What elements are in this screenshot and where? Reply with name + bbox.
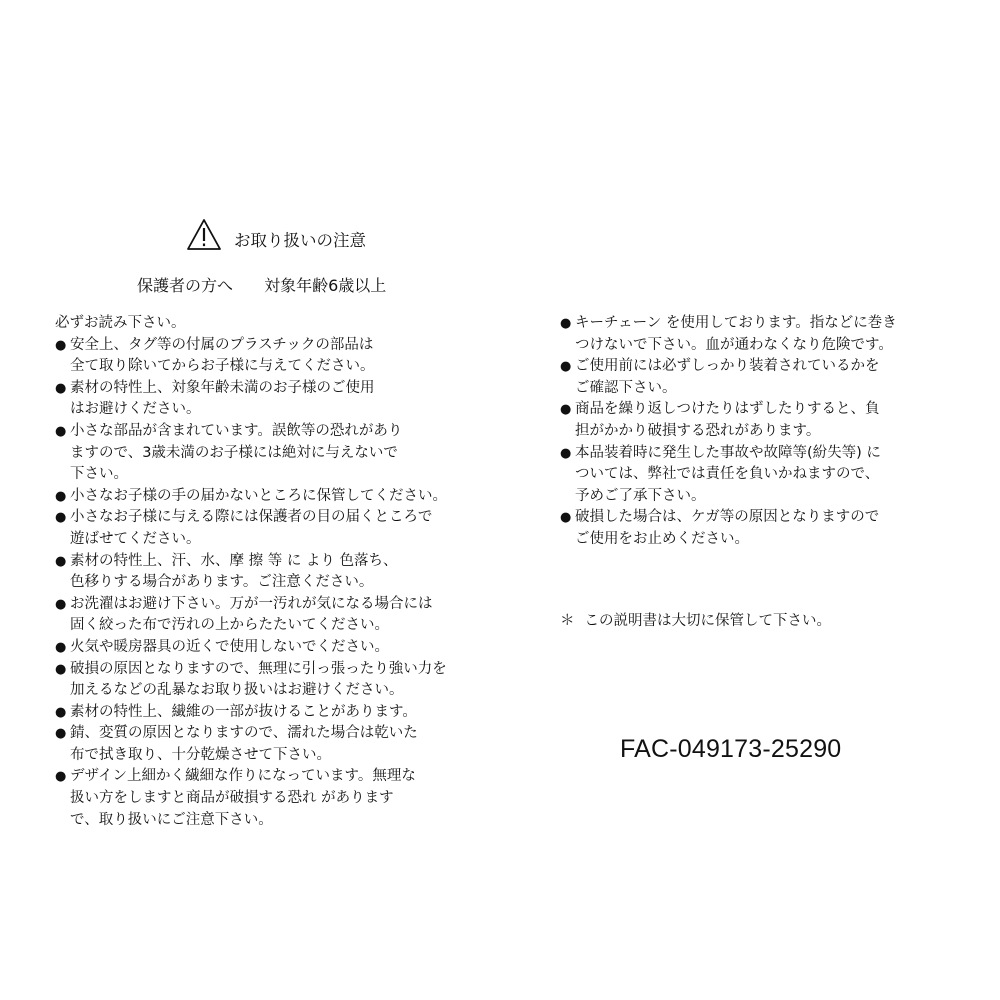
caution-text: 本品装着時に発生した事故や故障等(紛失等) に	[575, 444, 881, 461]
bullet-icon: ●	[55, 639, 67, 655]
caution-item-first-line	[55, 335, 475, 357]
caution-item	[55, 421, 475, 486]
target-age-label: 対象年齢6歳以上	[264, 276, 387, 295]
caution-text: ご使用をお止めください。	[575, 530, 749, 547]
caution-text: 遊ばせてください。	[70, 530, 201, 547]
caution-item	[560, 507, 940, 550]
caution-item-first-line	[55, 594, 475, 616]
caution-text: 素材の特性上、繊維の一部が抜けることがあります。	[70, 703, 417, 720]
left-caution-list	[55, 335, 475, 832]
caution-item	[55, 551, 475, 594]
caution-text: 下さい。	[70, 466, 128, 483]
caution-item-first-line	[55, 766, 475, 788]
caution-text: お洗濯はお避け下さい。万が一汚れが気になる場合には	[70, 595, 433, 612]
caution-title-row	[186, 218, 366, 252]
right-caution-list	[560, 313, 940, 551]
caution-item-first-line	[55, 421, 475, 443]
bullet-icon: ●	[55, 488, 67, 504]
caution-text: デザイン上細かく繊細な作りになっています。無理な	[70, 768, 416, 785]
bullet-icon: ●	[55, 704, 67, 720]
caution-text: 加えるなどの乱暴なお取り扱いはお避けください。	[70, 682, 404, 699]
caution-item	[55, 507, 475, 550]
caution-item	[55, 702, 475, 724]
caution-text: 扱い方をしますと商品が破損する恐れ があります	[70, 790, 394, 807]
caution-item-first-line	[560, 399, 940, 421]
bullet-icon: ●	[55, 337, 67, 353]
caution-item	[55, 766, 475, 831]
bullet-icon: ●	[55, 423, 67, 439]
caution-item	[55, 335, 475, 378]
caution-item-first-line	[560, 443, 940, 465]
caution-item-first-line	[55, 486, 475, 508]
guardian-notice	[137, 273, 386, 296]
product-code: FAC-049173-25290	[620, 735, 842, 763]
caution-item	[55, 723, 475, 766]
guardian-label: 保護者の方へ	[137, 276, 234, 295]
caution-text: 小さなお子様に与える際には保護者の目の届くところで	[70, 509, 433, 526]
caution-text: 全て取り除いてからお子様に与えてください。	[70, 358, 375, 375]
caution-item-first-line	[55, 659, 475, 681]
caution-item-first-line	[560, 356, 940, 378]
bullet-icon: ●	[560, 359, 572, 375]
caution-text: 小さな部品が含まれています。誤飲等の恐れがあり	[70, 422, 403, 439]
caution-text: ついては、弊社では責任を負いかねますので、	[575, 466, 880, 483]
caution-text: 破損した場合は、ケガ等の原因となりますので	[575, 509, 880, 526]
caution-item-first-line	[560, 313, 940, 335]
storage-note	[560, 609, 831, 630]
bullet-icon: ●	[560, 510, 572, 526]
read-intro: 必ずお読み下さい。	[55, 315, 186, 331]
caution-item	[560, 313, 940, 356]
warning-triangle-icon	[186, 218, 222, 252]
bullet-icon: ●	[55, 661, 67, 677]
caution-item-first-line	[55, 507, 475, 529]
bullet-icon: ●	[55, 726, 67, 742]
right-caution-column	[560, 313, 940, 551]
caution-item	[560, 399, 940, 442]
bullet-icon: ●	[55, 769, 67, 785]
caution-title: お取り扱いの注意	[234, 231, 366, 250]
caution-text: 色移りする場合があります。ご注意ください。	[70, 574, 374, 591]
caution-text: ご確認下さい。	[575, 379, 677, 396]
caution-text: 素材の特性上、対象年齢未満のお子様のご使用	[70, 379, 375, 396]
caution-text: つけないで下さい。血が通わなくなり危険です。	[575, 336, 893, 353]
caution-item-first-line	[560, 507, 940, 529]
bullet-icon: ●	[55, 380, 67, 396]
bullet-icon: ●	[55, 510, 67, 526]
caution-text: 布で拭き取り、十分乾燥させて下さい。	[70, 746, 331, 763]
caution-item-first-line	[55, 551, 475, 573]
caution-item	[560, 443, 940, 508]
bullet-icon: ●	[560, 402, 572, 418]
bullet-icon: ●	[55, 553, 67, 569]
bullet-icon: ●	[55, 596, 67, 612]
caution-item-first-line	[55, 723, 475, 745]
caution-text: 安全上、タグ等の付属のプラスチックの部品は	[70, 336, 374, 353]
caution-text: ご使用前には必ずしっかり装着されているかを	[575, 358, 880, 375]
caution-text: 小さなお子様の手の届かないところに保管してください。	[70, 487, 447, 504]
caution-text: はお避けください。	[70, 401, 201, 418]
caution-text: 火気や暖房器具の近くで使用しないでください。	[70, 638, 389, 655]
caution-text: ますので、3歳未満のお子様には絶対に与えないで	[70, 444, 398, 461]
caution-text: で、取り扱いにご注意下さい。	[70, 811, 273, 828]
asterisk-mark: ＊	[560, 613, 575, 629]
caution-item	[560, 356, 940, 399]
caution-item-first-line	[55, 637, 475, 659]
caution-item	[55, 486, 475, 508]
storage-note-text: この説明書は大切に保管して下さい。	[584, 613, 831, 629]
bullet-icon: ●	[560, 316, 572, 331]
bullet-icon: ●	[560, 445, 572, 461]
caution-text: 商品を繰り返しつけたりはずしたりすると、負	[575, 401, 880, 418]
caution-item	[55, 659, 475, 702]
caution-item	[55, 594, 475, 637]
left-caution-column	[55, 313, 475, 831]
caution-text: 予めご了承下さい。	[575, 487, 706, 504]
caution-text: 錆、変質の原因となりますので、濡れた場合は乾いた	[70, 725, 418, 742]
caution-text: 破損の原因となりますので、無理に引っ張ったり強い力を	[70, 660, 447, 677]
caution-item	[55, 378, 475, 421]
caution-item-first-line	[55, 702, 475, 724]
caution-item-first-line	[55, 378, 475, 400]
caution-text: 固く絞った布で汚れの上からたたいてください。	[70, 617, 389, 634]
caution-text: 担がかかり破損する恐れがあります。	[575, 422, 821, 439]
caution-text: 素材の特性上、汗、水、摩 擦 等 に より 色落ち、	[70, 552, 398, 569]
caution-text: キーチェーン を使用しております。指などに巻き	[575, 315, 897, 331]
caution-item	[55, 637, 475, 659]
